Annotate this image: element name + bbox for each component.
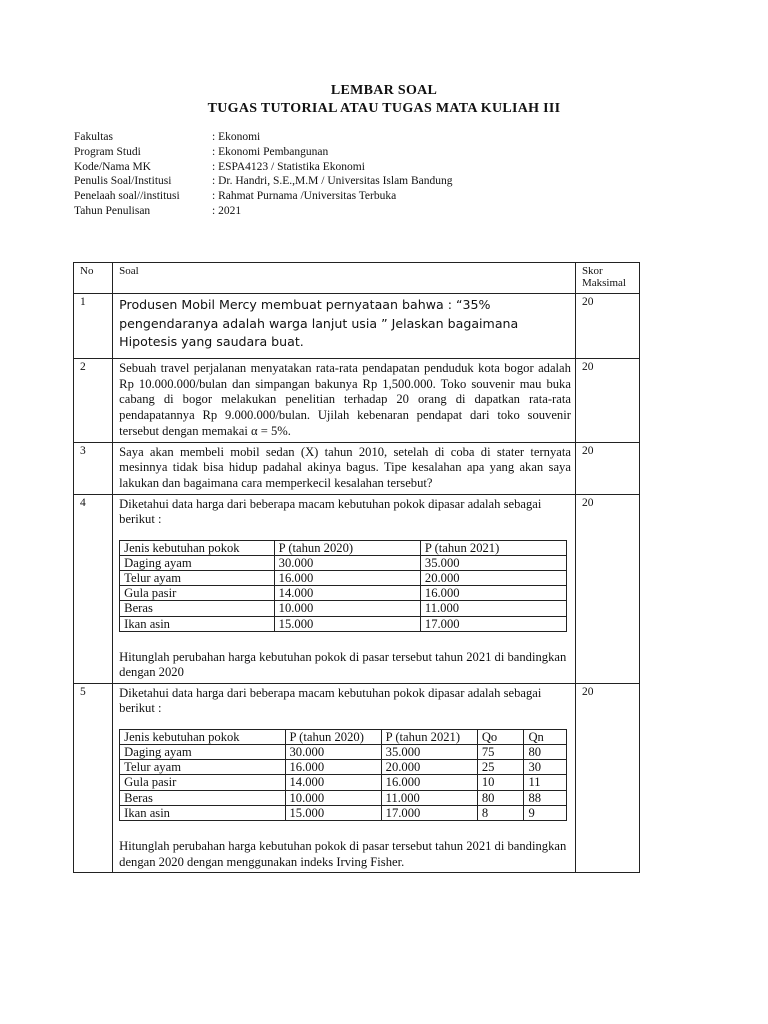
table-cell: 16.000 xyxy=(420,586,566,601)
question-outro: Hitunglah perubahan harga kebutuhan pokok di pasar tersebut tahun 2021 di bandingkan dengan 2020 dengan menggunakan indeks Irving Fisher. xyxy=(119,839,567,869)
meta-value: : Dr. Handri, S.E.,M.M / Universitas Islam Bandung xyxy=(212,175,453,188)
table-row xyxy=(120,760,567,775)
table-header-cell: P (tahun 2020) xyxy=(285,729,381,744)
question-score: 20 xyxy=(575,683,639,872)
table-cell: 30.000 xyxy=(274,555,420,570)
table-cell: 16.000 xyxy=(381,775,477,790)
table-header-cell: P (tahun 2021) xyxy=(420,540,566,555)
table-row xyxy=(120,540,567,555)
question-text: Produsen Mobil Mercy membuat pernyataan bahwa : “35% pengendaranya adalah warga lanjut usia ” Jelaskan bagaimana Hipotesis yang saudara buat. xyxy=(119,297,519,349)
question-number: 3 xyxy=(74,442,113,494)
question-score: 20 xyxy=(575,359,639,443)
price-table xyxy=(119,540,567,632)
table-row xyxy=(120,586,567,601)
table-cell: Gula pasir xyxy=(120,775,285,790)
table-cell: 14.000 xyxy=(285,775,381,790)
table-cell: 8 xyxy=(477,805,524,820)
meta-label: Penelaah soal//institusi xyxy=(74,190,180,203)
question-number: 1 xyxy=(74,294,113,359)
meta-row-penelaah xyxy=(74,189,453,204)
table-cell: 9 xyxy=(524,805,567,820)
table-header-cell: Jenis kebutuhan pokok xyxy=(120,540,275,555)
header-no: No xyxy=(74,263,113,294)
table-cell: 80 xyxy=(524,745,567,760)
header-soal: Soal xyxy=(113,263,576,294)
table-cell: 14.000 xyxy=(274,586,420,601)
table-cell: 10.000 xyxy=(274,601,420,616)
table-cell: 15.000 xyxy=(274,616,420,631)
table-cell: 10.000 xyxy=(285,790,381,805)
table-cell: Beras xyxy=(120,601,275,616)
table-cell: Daging ayam xyxy=(120,555,275,570)
question-number: 4 xyxy=(74,494,113,683)
table-cell: Gula pasir xyxy=(120,586,275,601)
table-row xyxy=(120,616,567,631)
question-text: Saya akan membeli mobil sedan (X) tahun 2010, setelah di coba di stater ternyata mesinnya tidak bisa hidup padahal akinya bagus. Tipe kesalahan apa yang akan saya lakukan dan bagaimana cara memperkecil kesalahan tersebut? xyxy=(119,444,571,490)
meta-label: Fakultas xyxy=(74,131,113,143)
meta-row-kode-mk xyxy=(74,160,453,175)
meta-label: Penulis Soal/Institusi xyxy=(74,175,172,188)
question-row xyxy=(74,442,640,494)
meta-value: : Rahmat Purnama /Universitas Terbuka xyxy=(212,190,397,203)
table-cell: 75 xyxy=(477,745,524,760)
meta-value: : Ekonomi xyxy=(212,131,261,143)
question-row xyxy=(74,294,640,359)
table-cell: 15.000 xyxy=(285,805,381,820)
table-cell: 25 xyxy=(477,760,524,775)
table-cell: Ikan asin xyxy=(120,805,285,820)
table-cell: 10 xyxy=(477,775,524,790)
table-row xyxy=(120,805,567,820)
question-row xyxy=(74,494,640,683)
header-skor: Skor Maksimal xyxy=(575,263,639,294)
metadata-block xyxy=(74,130,453,219)
table-header-cell: Qo xyxy=(477,729,524,744)
table-header-cell: Jenis kebutuhan pokok xyxy=(120,729,285,744)
table-cell: 16.000 xyxy=(285,760,381,775)
table-row xyxy=(120,775,567,790)
meta-value: : ESPA4123 / Statistika Ekonomi xyxy=(212,160,365,173)
table-cell: 35.000 xyxy=(381,745,477,760)
table-row xyxy=(120,601,567,616)
table-cell: Telur ayam xyxy=(120,571,275,586)
table-cell: 17.000 xyxy=(381,805,477,820)
table-row xyxy=(120,571,567,586)
table-cell: 11 xyxy=(524,775,567,790)
table-cell: Telur ayam xyxy=(120,760,285,775)
table-cell: 16.000 xyxy=(274,571,420,586)
question-number: 5 xyxy=(74,683,113,872)
table-row xyxy=(120,729,567,744)
question-intro: Diketahui data harga dari beberapa macam kebutuhan pokok dipasar adalah sebagai berikut : xyxy=(119,496,542,527)
question-score: 20 xyxy=(575,294,639,359)
table-cell: Daging ayam xyxy=(120,745,285,760)
meta-label: Kode/Nama MK xyxy=(74,160,151,173)
question-row xyxy=(74,683,640,872)
meta-row-tahun xyxy=(74,204,453,219)
meta-label: Program Studi xyxy=(74,145,141,158)
question-score: 20 xyxy=(575,442,639,494)
table-cell: Ikan asin xyxy=(120,616,275,631)
meta-row-penulis xyxy=(74,174,453,189)
table-row xyxy=(120,790,567,805)
table-header-cell: P (tahun 2021) xyxy=(381,729,477,744)
question-outro: Hitunglah perubahan harga kebutuhan pokok di pasar tersebut tahun 2021 di bandingkan dengan 2020 xyxy=(119,649,567,680)
table-header-row xyxy=(74,263,640,294)
table-cell: 30.000 xyxy=(285,745,381,760)
table-cell: 80 xyxy=(477,790,524,805)
question-text: Sebuah travel perjalanan menyatakan rata-rata pendapatan penduduk kota bogor adalah Rp 10.000.000/bulan dan simpangan bakunya Rp 1,500.000. Toko souvenir mau buka cabang di bogor melakukan penelitian terhadap 20 orang di dapatkan rata-rata pendapatannya Rp 9.000.000/bulan. Ujilah kebenaran pendapat dari toko souvenir tersebut dengan memakai α = 5%. xyxy=(119,361,571,438)
question-intro: Diketahui data harga dari beberapa macam kebutuhan pokok dipasar adalah sebagai berikut : xyxy=(119,685,542,716)
table-header-cell: P (tahun 2020) xyxy=(274,540,420,555)
table-row xyxy=(120,745,567,760)
table-header-cell: Qn xyxy=(524,729,567,744)
meta-row-fakultas xyxy=(74,130,453,145)
meta-value: : 2021 xyxy=(212,204,242,217)
table-cell: 35.000 xyxy=(420,555,566,570)
meta-row-program-studi xyxy=(74,145,453,160)
table-cell: 20.000 xyxy=(381,760,477,775)
table-cell: 30 xyxy=(524,760,567,775)
question-table xyxy=(73,262,640,873)
table-cell: 11.000 xyxy=(420,601,566,616)
meta-label: Tahun Penulisan xyxy=(74,204,151,217)
price-quantity-table xyxy=(119,729,567,821)
document-subtitle: TUGAS TUTORIAL ATAU TUGAS MATA KULIAH III xyxy=(207,101,561,116)
meta-value: : Ekonomi Pembangunan xyxy=(212,145,329,158)
table-cell: 20.000 xyxy=(420,571,566,586)
table-cell: 88 xyxy=(524,790,567,805)
document-title: LEMBAR SOAL xyxy=(330,83,438,98)
table-cell: Beras xyxy=(120,790,285,805)
question-number: 2 xyxy=(74,359,113,443)
table-cell: 11.000 xyxy=(381,790,477,805)
question-score: 20 xyxy=(575,494,639,683)
question-row xyxy=(74,359,640,443)
table-cell: 17.000 xyxy=(420,616,566,631)
table-row xyxy=(120,555,567,570)
